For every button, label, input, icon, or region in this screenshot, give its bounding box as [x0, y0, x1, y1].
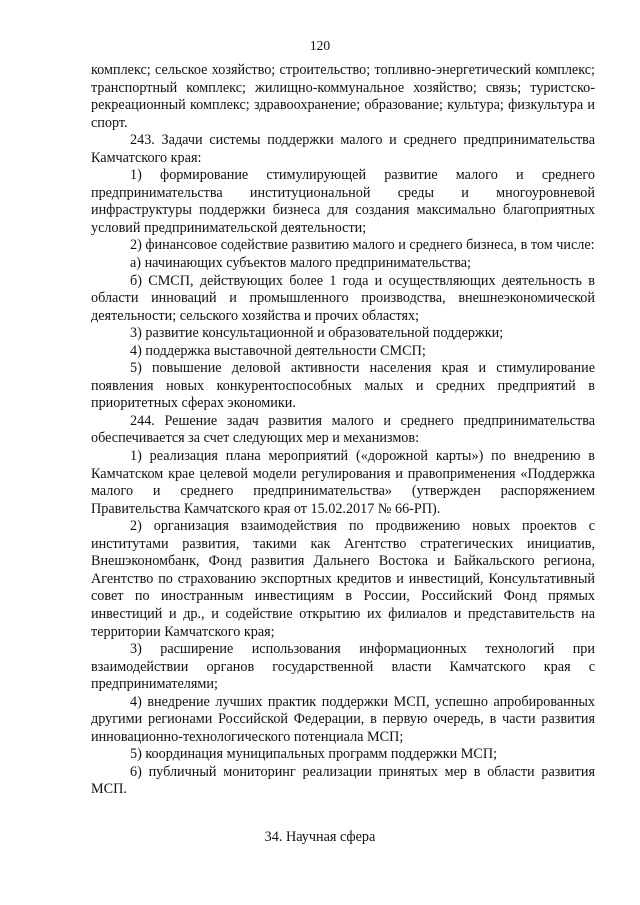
paragraph-243: 243. Задачи системы поддержки малого и среднего предпринимательства Камчатского края:: [91, 132, 595, 166]
paragraph-244: 244. Решение задач развития малого и среднего предпринимательства обеспечивается за счет следующих мер и механизмов:: [91, 412, 595, 447]
sub-list-item: а) начинающих субъектов малого предпринимательства;: [130, 255, 472, 272]
list-item: 1) формирование стимулирующей развитие малого и среднего предпринимательства институциональной среды и многоуровневой инфраструктуры поддержки бизнеса для создания максимально благоприятных условий предпринимательской деятельности;: [91, 167, 595, 236]
list-item: 6) публичный мониторинг реализации принятых мер в области развития МСП.: [91, 763, 595, 798]
list-item: 4) внедрение лучших практик поддержки МСП, успешно апробированных другими регионами Российской Федерации, в первую очередь, в части развития инновационно-технологического потенциала МСП;: [91, 693, 595, 745]
list-item: 5) координация муниципальных программ поддержки МСП;: [130, 746, 498, 763]
list-item: 2) финансовое содействие развитию малого и среднего бизнеса, в том числе:: [130, 237, 595, 254]
list-item: 3) расширение использования информационных технологий при взаимодействии органов государственной власти Камчатского края с предпринимателями;: [91, 641, 595, 693]
list-item: 2) организация взаимодействия по продвижению новых проектов с институтами развития, такими как Агентство стратегических инициатив, Внешэкономбанк, Фонд развития Дальнего Востока и Байкальского региона, Агентство по страхованию экспортных кредитов и инвестиций, Консультативный совет по иностранным инвестициям в России, Российский Фонд прямых инвестиций и др., и содействие открытию их филиалов и представительств на территории Камчатского края;: [91, 518, 595, 640]
sub-list-item: б) СМСП, действующих более 1 года и осуществляющих деятельность в области инноваций и промышленного производства, внешнеэкономической деятельности; сельского хозяйства и прочих областях;: [91, 272, 595, 324]
paragraph: комплекс; сельское хозяйство; строительство; топливно-энергетический комплекс; транспортный комплекс; жилищно-коммунальное хозяйство; связь; туристско-рекреационный комплекс; здравоохранение; образование; культура; физкультура и спорт.: [91, 62, 595, 131]
page-number: 120: [309, 38, 331, 53]
list-item: 3) развитие консультационной и образовательной поддержки;: [130, 325, 504, 342]
document-body: [91, 62, 595, 799]
list-item: 5) повышение деловой активности населения края и стимулирование появления новых конкурентоспособных малых и средних предприятий в приоритетных сферах экономики.: [91, 360, 595, 412]
section-heading: 34. Научная сфера: [264, 829, 376, 845]
list-item: 4) поддержка выставочной деятельности СМСП;: [130, 342, 426, 359]
list-item: 1) реализация плана мероприятий («дорожной карты») по внедрению в Камчатском крае целевой модели регулирования и правоприменения «Поддержка малого и среднего предпринимательства» (утвержден распоряжением Правительства Камчатского края от 15.02.2017 № 66-РП).: [91, 448, 595, 517]
